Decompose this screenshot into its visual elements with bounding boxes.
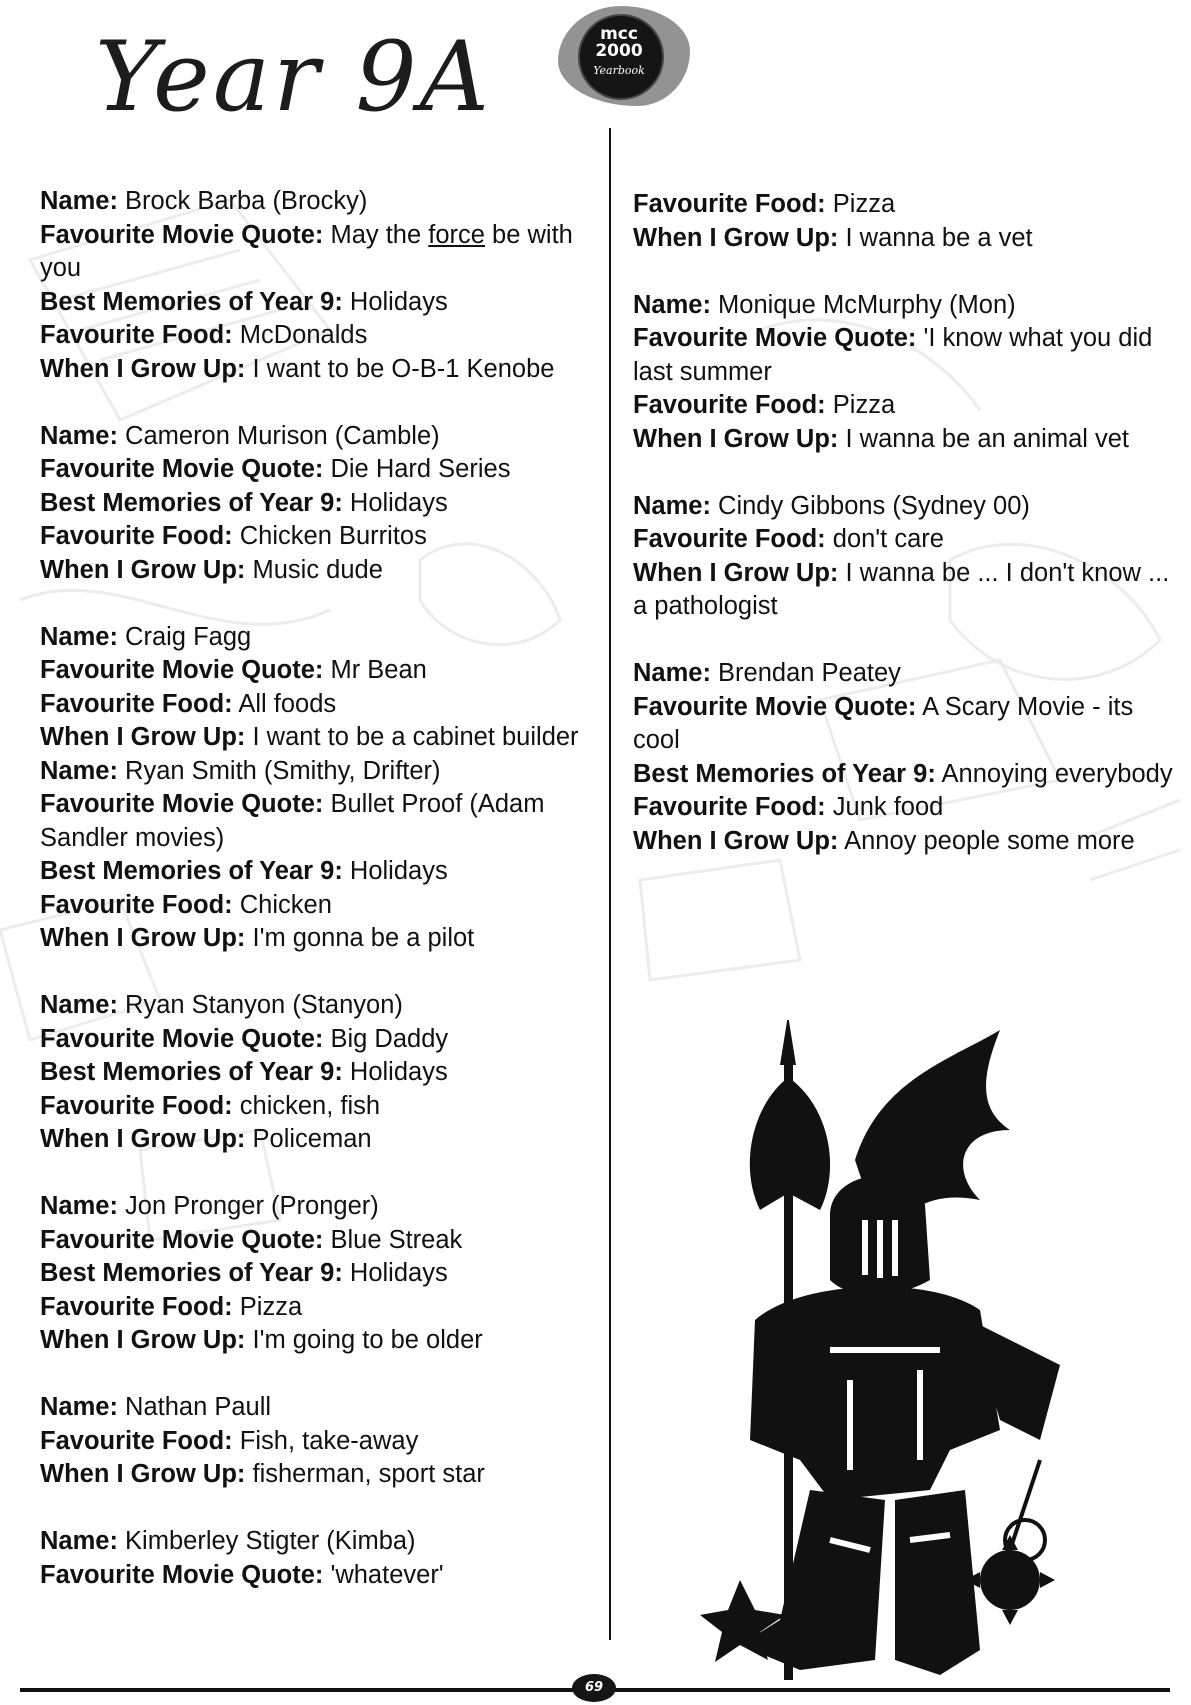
field-label: Favourite Food: [40,522,233,550]
entry-field [633,289,1185,323]
student-entry [40,989,600,1157]
entry-field [633,691,1185,758]
field-label: Favourite Movie Quote: [633,324,917,352]
field-label: Favourite Movie Quote: [40,220,324,249]
field-label: Name: [633,491,711,520]
field-value: Fish, take-away [239,1426,419,1455]
left-column [40,185,600,1592]
field-label: Name: [40,756,118,785]
field-label: When I Grow Up: [633,826,839,855]
field-label: Favourite Movie Quote: [40,1024,324,1053]
entry-field [40,420,600,454]
field-value: I want to be O-B-1 Kenobe [252,354,555,383]
field-label: Name: [40,1192,118,1220]
entry-field [40,1224,600,1258]
entry-field [40,520,600,554]
entry-field [40,889,600,923]
field-label: Favourite Movie Quote: [40,455,324,483]
field-label: Best Memories of Year 9: [40,488,343,517]
field-value-part: May the [330,220,429,249]
logo-text-yearbook: Yearbook [593,64,645,77]
field-label: When I Grow Up: [40,924,246,952]
entry-field [633,389,1185,423]
field-value: 'I know what you did last summer [633,324,1153,386]
entry-field [633,490,1185,524]
field-label: Name: [633,659,711,687]
entry-field [40,1525,600,1559]
student-entry [40,755,600,956]
field-value: Die Hard Series [330,455,511,483]
field-value: Pizza [832,190,896,218]
field-label: Favourite Movie Quote: [40,1225,324,1254]
field-value: Brock Barba (Brocky) [125,187,368,215]
entry-field [633,188,1185,222]
field-value: Holidays [349,1259,448,1287]
entry-field [40,1458,600,1492]
entry-field [40,1023,600,1057]
field-value: Blue Streak [330,1225,463,1254]
field-value: Pizza [239,1292,303,1321]
student-entry [633,490,1185,624]
entry-field [633,557,1185,624]
entry-field [40,855,600,889]
entry-field [40,487,600,521]
field-label: When I Grow Up: [40,1125,246,1153]
field-value: Cameron Murison (Camble) [125,421,440,450]
field-value: I'm going to be older [252,1326,483,1354]
field-label: When I Grow Up: [40,555,246,584]
field-value: Music dude [252,555,383,584]
field-label: Favourite Food: [633,391,826,419]
underlined-word: force [428,220,485,249]
field-label: When I Grow Up: [633,223,839,252]
entry-field [40,286,600,320]
field-value: chicken, fish [239,1091,381,1120]
field-value: Ryan Smith (Smithy, Drifter) [125,756,441,785]
field-label: Favourite Movie Quote: [633,692,917,721]
student-entry [633,289,1185,457]
field-value: don't care [832,525,944,553]
column-divider [609,128,611,1640]
entry-field [633,758,1185,792]
field-value: McDonalds [239,321,368,349]
entry-field [40,1190,600,1224]
knight-with-halberd-illustration [680,1020,1120,1680]
entry-field [40,219,600,286]
field-label: When I Grow Up: [40,354,246,383]
student-entry [40,1391,600,1492]
field-label: Favourite Food: [633,793,826,821]
entry-field [40,989,600,1023]
field-value: A Scary Movie - its cool [633,692,1134,754]
field-label: Favourite Movie Quote: [40,1560,324,1589]
field-label: Favourite Movie Quote: [40,656,324,684]
field-value: All foods [238,689,337,718]
field-label: Name: [40,187,118,215]
field-value: Holidays [349,1058,448,1086]
student-entry [633,188,1185,255]
field-value: Cindy Gibbons (Sydney 00) [718,491,1030,520]
entry-field [40,1291,600,1325]
field-value: Holidays [349,488,448,517]
field-label: When I Grow Up: [40,1460,246,1488]
field-value: Craig Fagg [125,622,252,651]
entry-field [40,1425,600,1459]
field-value: Pizza [832,391,896,419]
field-value: Holidays [349,857,448,885]
entry-field [40,185,600,219]
field-value: Holidays [349,287,448,316]
field-label: Favourite Food: [633,190,826,218]
field-value: I want to be a cabinet builder [252,723,579,751]
field-value: Annoying everybody [941,759,1173,788]
entry-field [633,791,1185,825]
logo-text-year: 2000 [595,41,643,61]
entry-field [40,1090,600,1124]
field-value: I wanna be a vet [845,223,1033,252]
field-label: Favourite Food: [40,1426,233,1455]
field-value: Nathan Paull [125,1393,272,1421]
entry-field [633,657,1185,691]
field-label: Name: [40,991,118,1019]
student-entry [40,1190,600,1358]
field-label: Favourite Food: [40,1091,233,1120]
field-label: When I Grow Up: [633,558,839,587]
field-value: Brendan Peatey [718,659,901,687]
field-value: I wanna be an animal vet [845,424,1130,453]
page-title: Year 9A [95,21,492,133]
entry-field [40,621,600,655]
field-label: Favourite Food: [40,689,233,718]
entry-field [633,825,1185,859]
field-value: 'whatever' [330,1560,444,1589]
field-label: When I Grow Up: [633,424,839,453]
field-value: Jon Pronger (Pronger) [125,1192,379,1220]
entry-field [40,922,600,956]
entry-field [40,1324,600,1358]
entry-field [633,423,1185,457]
field-value: I wanna be ... I don't know ... a pathologist [633,558,1170,620]
field-value: Mr Bean [330,656,427,684]
field-label: Favourite Food: [40,890,233,919]
field-value: Ryan Stanyon (Stanyon) [125,991,403,1019]
entry-field [40,788,600,855]
student-entry [633,657,1185,858]
student-entry [40,420,600,588]
field-label: Favourite Food: [40,321,233,349]
field-label: Best Memories of Year 9: [633,759,936,788]
field-label: Best Memories of Year 9: [40,857,343,885]
field-value: fisherman, sport star [252,1460,485,1488]
entry-field [633,222,1185,256]
student-entry [40,185,600,386]
entry-field [40,1559,600,1593]
field-label: Favourite Food: [633,525,826,553]
entry-field [633,322,1185,389]
field-value: Monique McMurphy (Mon) [718,290,1016,319]
field-value: Big Daddy [330,1024,449,1053]
field-label: Name: [633,290,711,319]
entry-field [40,353,600,387]
page-number: 69 [572,1674,616,1702]
entry-field [40,654,600,688]
entry-field [40,1257,600,1291]
field-label: Name: [40,421,118,450]
field-label: When I Grow Up: [40,723,246,751]
field-label: Name: [40,622,118,651]
field-label: When I Grow Up: [40,1326,246,1354]
field-label: Name: [40,1527,118,1555]
entry-field [40,721,600,755]
entry-field [40,1056,600,1090]
field-label: Favourite Food: [40,1292,233,1321]
entry-field [633,523,1185,557]
student-entry [40,621,600,755]
field-value: Chicken [239,890,332,919]
entry-field [40,1123,600,1157]
field-value: Annoy people some more [844,826,1135,855]
entry-field [40,554,600,588]
field-value-part: be with you [40,220,573,282]
field-label: Best Memories of Year 9: [40,1058,343,1086]
field-value: I'm gonna be a pilot [252,924,475,952]
field-value: Chicken Burritos [239,522,427,550]
student-entry [40,1525,600,1592]
field-value: Junk food [832,793,944,821]
entry-field [40,319,600,353]
field-value: Bullet Proof (Adam Sandler movies) [40,790,545,852]
field-value: Policeman [252,1125,372,1153]
entry-field [40,453,600,487]
entry-field [40,755,600,789]
field-label: Best Memories of Year 9: [40,287,343,316]
field-label: Favourite Movie Quote: [40,790,324,818]
field-label: Best Memories of Year 9: [40,1259,343,1287]
entry-field [40,688,600,722]
right-column [633,188,1185,858]
yearbook-logo [558,6,690,114]
logo-text-mcc: mcc [600,24,638,44]
entry-field [40,1391,600,1425]
field-label: Name: [40,1393,118,1421]
field-value: Kimberley Stigter (Kimba) [125,1527,416,1555]
